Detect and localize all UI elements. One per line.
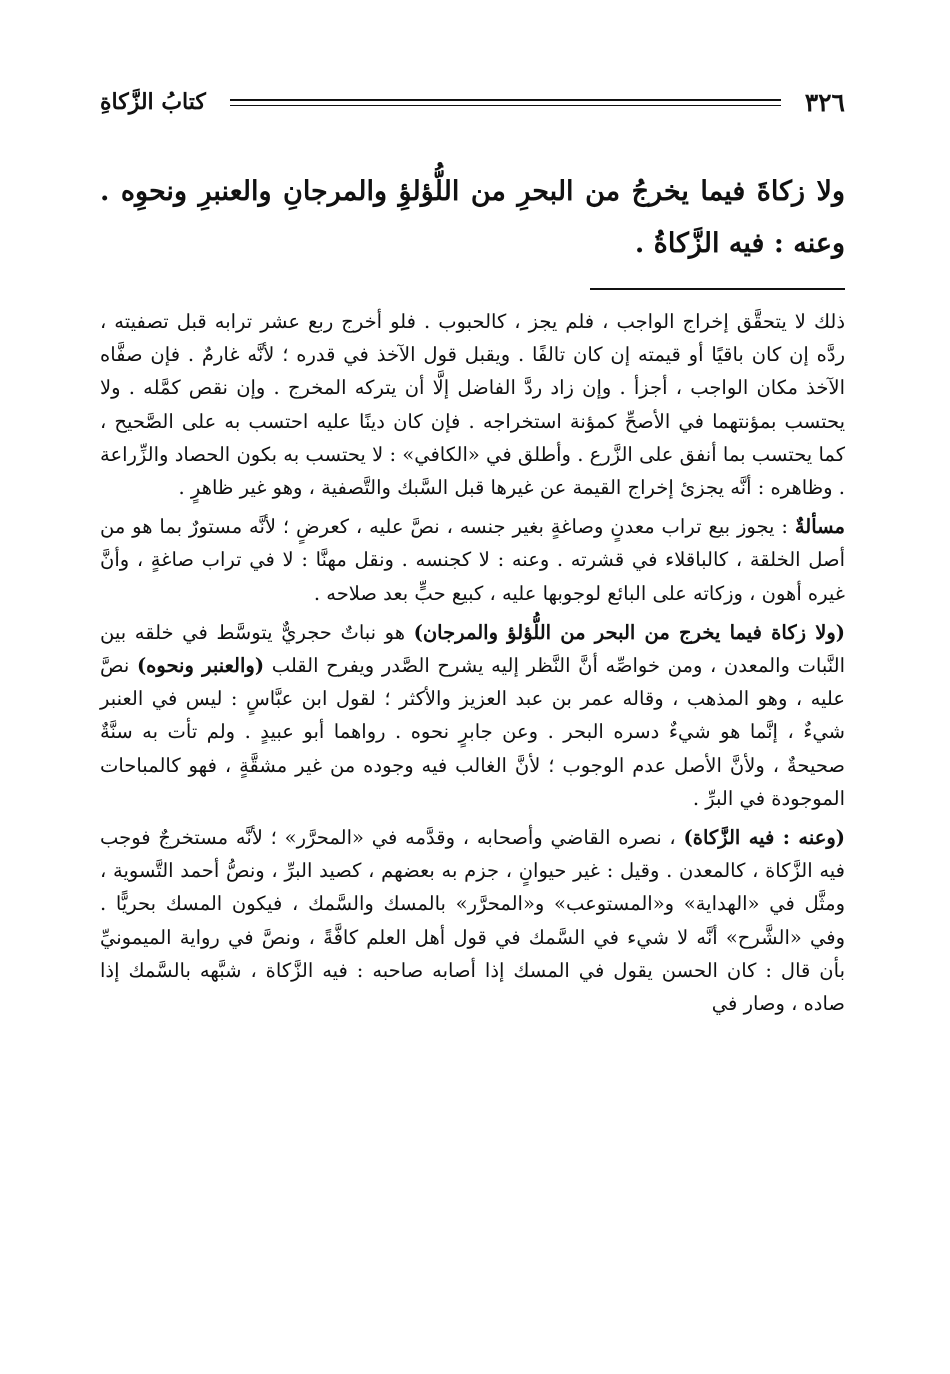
commentary-paragraph-1: ذلك لا يتحقَّق إخراج الواجب ، فلم يجز ، كالحبوب . فلو أخرج ربع عشر ترابه قبل تصفيته ، ردَّه إن كان باقيًا أو قيمته إن كان تالفًا . ويقبل قول الآخذ في قدره ؛ لأنَّه غارمٌ . فإن صفَّاه الآخذ مكان الواجب ، أجزأ . وإن زاد ردَّ الفاضل إلَّا أن يتركه المخرج . وإن نقص كمَّله . ولا يحتسب بمؤنتهما في الأصحِّ كمؤنة استخراجه . فإن كان دينًا عليه احتسب به على الصَّحيح ، كما يحتسب بما أنفق على الزَّرع . وأطلق في «الكافي» : لا يحتسب به بكون الحصاد والزِّراعة . وظاهره : أنَّه يجزئ إخراج القيمة عن غيرها قبل السَّبك والتَّصفية ، وهو غير ظاهرٍ . — [100, 310, 845, 500]
paragraph-4-text: ، نصره القاضي وأصحابه ، وقدَّمه في «المحرَّر» ؛ لأنَّه مستخرجٌ فوجب فيه الزَّكاة ، كالمعدن . وقيل : غير حيوانٍ ، جزم به بعضهم ، كصيد البرِّ ، ونصُّ أحمد التَّسوية ، ومثَّل في «الهداية» و«المستوعب» و«المحرَّر» بالمسك والسَّمك ، فيكون المسك بحريًّا . وفي «الشَّرح» أنَّه لا شيء في السَّمك في قول أهل العلم كافَّةً ، ونصَّ في رواية الميمونيِّ بأن قال : كان الحسن يقول في المسك إذا أصابه صاحبه : فيه الزَّكاة ، شبَّهه بالسَّمك إذا صاده ، وصار في — [100, 826, 845, 1016]
matn-paragraph: ولا زكاةَ فيما يخرجُ من البحرِ من اللُّؤلؤِ والمرجانِ والعنبرِ ونحوِه . وعنه : فيه الزَّكاةُ . — [100, 176, 845, 259]
paragraph-3-text-a: هو نباتٌ حجريٌّ يتوسَّط في خلقه بين النَّبات والمعدن ، ومن خواصِّه أنَّ النَّظر إليه يشرح الصَّدر ويفرح القلب — [100, 620, 845, 678]
page-header — [100, 82, 845, 122]
header-rule — [230, 99, 781, 106]
matn-separator-rule — [590, 288, 845, 290]
page-number: ٣٢٦ — [804, 87, 845, 117]
commentary-paragraph-4 — [100, 821, 845, 1020]
paragraph-3-text-b: نصَّ عليه ، وهو المذهب ، وقاله عمر بن عبد العزيز والأكثر ؛ لقول ابن عبَّاسٍ : ليس في العنبر شيءٌ ، إنَّما هو شيءٌ دسره البحر . وعن جابرٍ نحوه . رواهما أبو عبيدٍ . ولم تأت به سنَّةٌ صحيحةٌ ، ولأنَّ الأصل عدم الوجوب ؛ لأنَّ الغالب فيه وجوده من غير مشقَّةٍ ، فهو كالمباحات الموجودة في البرِّ . — [100, 654, 845, 810]
commentary-paragraph-2 — [100, 510, 845, 610]
quoted-matn-ambergris: (والعنبر ونحوه) — [136, 654, 265, 678]
quoted-matn-pearls: (ولا زكاة فيما يخرج من البحر من اللُّؤلؤ والمرجان) — [413, 620, 845, 644]
paragraph-2-text: : يجوز بيع تراب معدنٍ وصاغةٍ بغير جنسه ، نصَّ عليه ، كعرضٍ ؛ لأنَّه مستورٌ بما هو من أصل الخلقة ، كالباقلاء في قشرته . وعنه : لا كجنسه . ونقل مهنَّا : لا في تراب صاغةٍ ، وأنَّ غيره أهون ، وزكاته على البائع لوجوبها عليه ، كبيع حبٍّ بعد صلاحه . — [100, 515, 845, 605]
commentary-paragraph-3 — [100, 616, 845, 815]
quoted-matn-riwaya: (وعنه : فيه الزَّكاة) — [683, 826, 845, 850]
running-title: كتابُ الزَّكاةِ — [100, 89, 206, 115]
commentary-block — [100, 305, 845, 1026]
masala-heading: مسألةٌ — [794, 515, 845, 539]
matn-text-block — [100, 166, 845, 270]
